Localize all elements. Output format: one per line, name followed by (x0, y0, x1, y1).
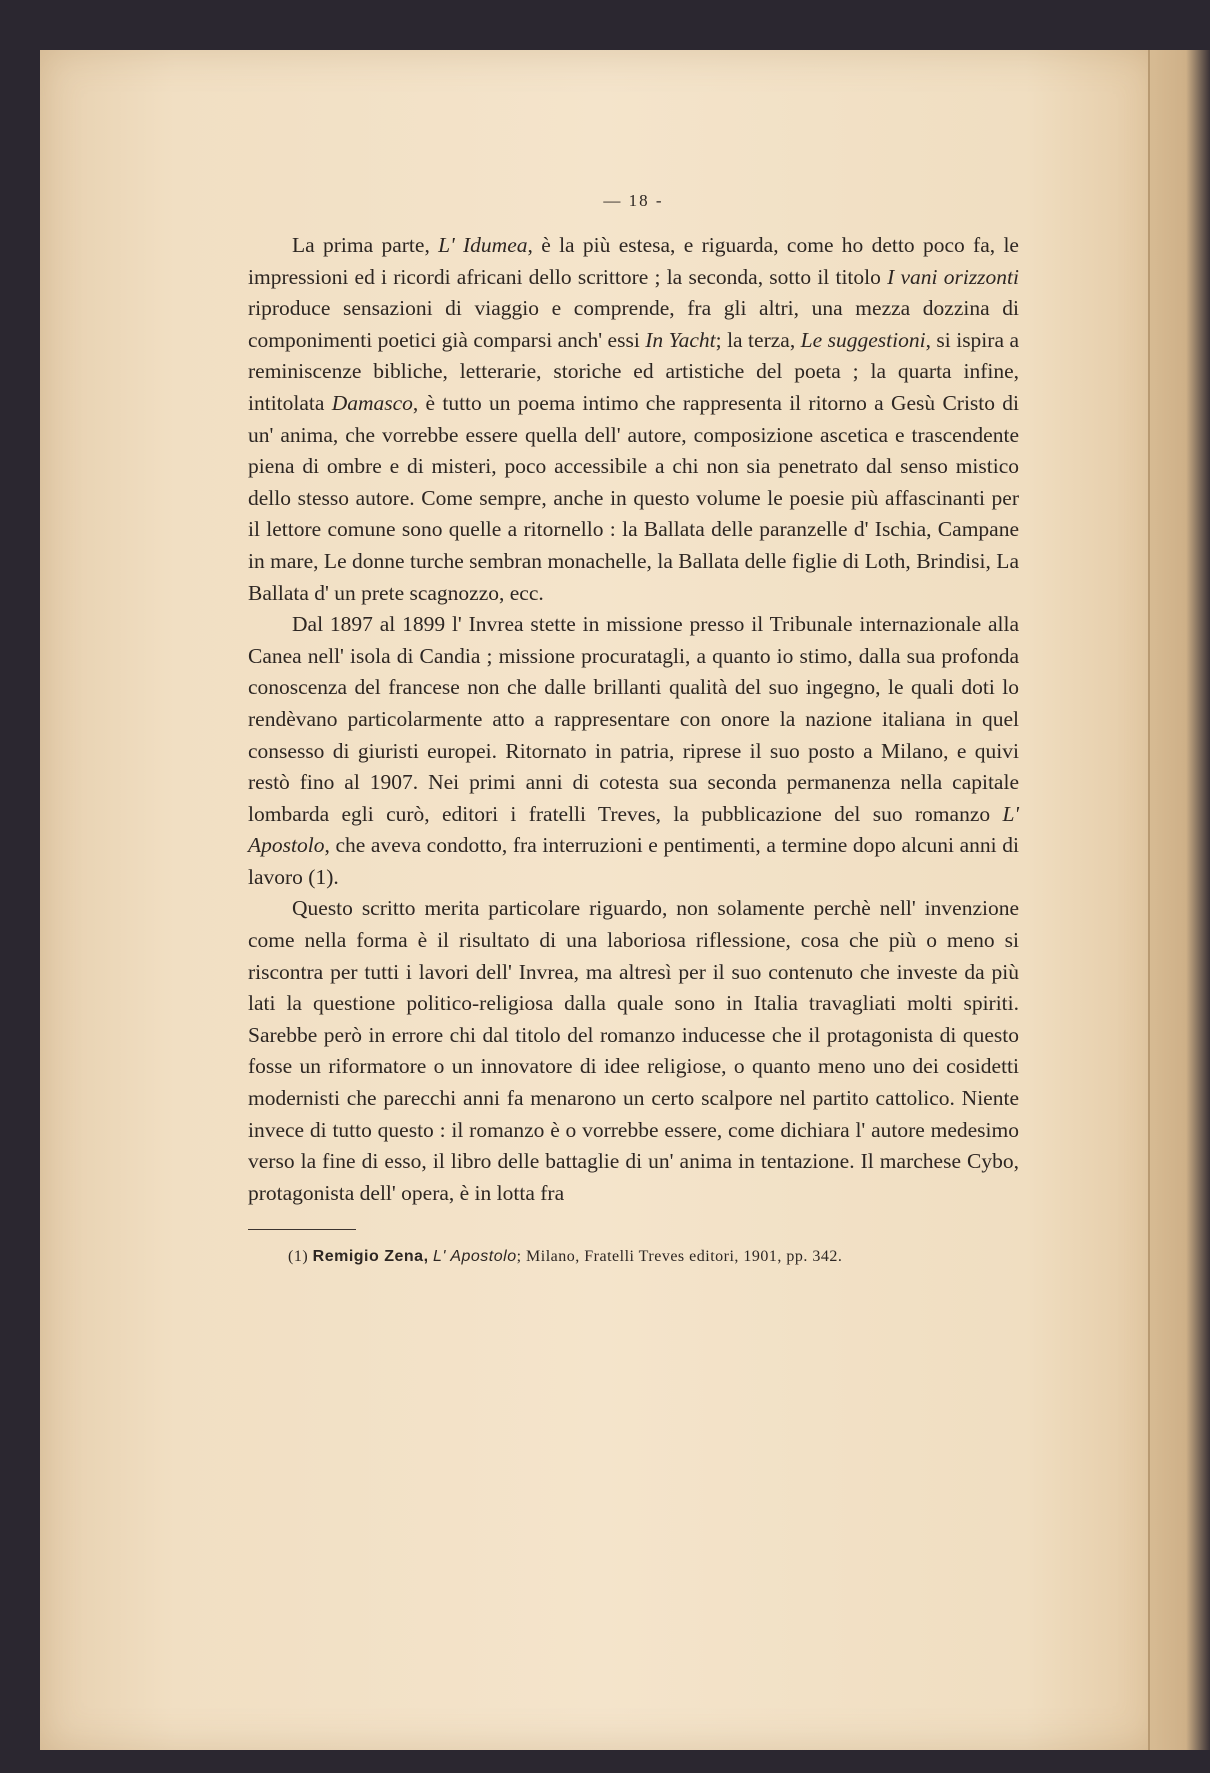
text-segment: Questo scritto merita particolare riguardo, non solamente perchè nell' invenzione come nella forma è il risultato di una laboriosa riflessione, cosa che più o meno si riscontra per tutti i lavori dell' Invrea, ma altresì per il suo contenuto che investe da più lati la questione politico-religiosa dalla quale sono in Italia travagliati molti spiriti. Sarebbe però in errore chi dal titolo del romanzo inducesse che il protagonista di questo fosse un riformatore o un innovatore di idee religiose, o quanto meno uno dei cosidetti modernisti che parecchi anni fa menarono un certo scalpore nel partito cattolico. Niente invece di tutto questo : il romanzo è o vorrebbe essere, come dichiara l' autore medesimo verso la fine di esso, il libro delle battaglie di un' anima in tentazione. Il marchese Cybo, protagonista dell' opera, è in lotta fra (248, 896, 1019, 1205)
text-segment: Dal 1897 al 1899 l' Invrea stette in missione presso il Tribunale internazionale alla Canea nell' isola di Candia ; missione procuratagli, a quanto io stimo, dalla sua profonda conoscenza del francese non che dalle brillanti qualità del suo ingegno, le quali doti lo rendèvano particolarmente atto a rappresentare con onore la nazione italiana in quel consesso di giuristi europei. Ritornato in patria, riprese il suo posto a Milano, e quivi restò fino al 1907. Nei primi anni di cotesta sua seconda permanenza nella capitale lombarda egli curò, editori i fratelli Treves, la pubblicazione del suo romanzo (248, 612, 1019, 826)
text-segment: , è tutto un poema intimo che rappresenta il ritorno a Gesù Cristo di un' anima, che vorrebbe essere quella dell' autore, composizione ascetica e trascendente piena di ombre e di misteri, poco accessibile a chi non sia penetrato dal senso mistico dello stesso autore. Come sempre, anche in questo volume le poesie più affascinanti per il lettore comune sono quelle a ritornello : la Ballata delle paranzelle d' Ischia, Campane in mare, Le donne turche sembran monachelle, la Ballata delle figlie di Loth, Brindisi, La Ballata d' un prete scagnozzo, ecc. (248, 390, 1019, 605)
title-suggestioni: Le suggestioni (800, 327, 926, 352)
next-page-edge (1150, 50, 1210, 1750)
paragraph-3 (248, 893, 1019, 1209)
page-content (248, 190, 1019, 1268)
text-segment: ; la terza, (715, 327, 801, 352)
text-segment: , si ispira a reminiscenze bibliche, letterarie, storiche ed artistiche del poeta ; la quarta infine, intitolata (248, 327, 1019, 415)
text-segment: , è la più estesa, e riguarda, come ho detto poco fa, le impressioni ed i ricordi africani dello scrittore ; la seconda, sotto il titolo (248, 233, 1019, 289)
footnote (248, 1246, 1019, 1268)
text-segment: , che aveva condotto, fra interruzioni e pentimenti, a termine dopo alcuni anni di lavoro (1). (248, 833, 1019, 889)
title-damasco: Damasco (331, 390, 413, 415)
paragraph-1 (248, 230, 1019, 609)
title-in-yacht: In Yacht (645, 327, 716, 352)
footnote-marker: (1) (288, 1248, 309, 1266)
title-vani-orizzonti: I vani orizzonti (887, 264, 1019, 289)
title-apostolo: L' Apostolo (248, 801, 1019, 858)
footnote-publication: ; Milano, Fratelli Treves editori, 1901, pp. 342. (516, 1248, 843, 1266)
footnote-divider (248, 1229, 356, 1230)
page-number: — 18 - (603, 191, 664, 210)
title-idumea: L' Idumea (438, 233, 528, 257)
footnote-title: L' Apostolo (433, 1248, 517, 1266)
footnote-author: Remigio Zena, (312, 1248, 429, 1266)
text-segment: riproduce sensazioni di viaggio e comprende, fra gli altri, una mezza dozzina di componimenti poetici già comparsi anch' essi (248, 296, 1019, 352)
paragraph-2 (248, 609, 1019, 893)
text-segment: La prima parte, (292, 233, 439, 257)
